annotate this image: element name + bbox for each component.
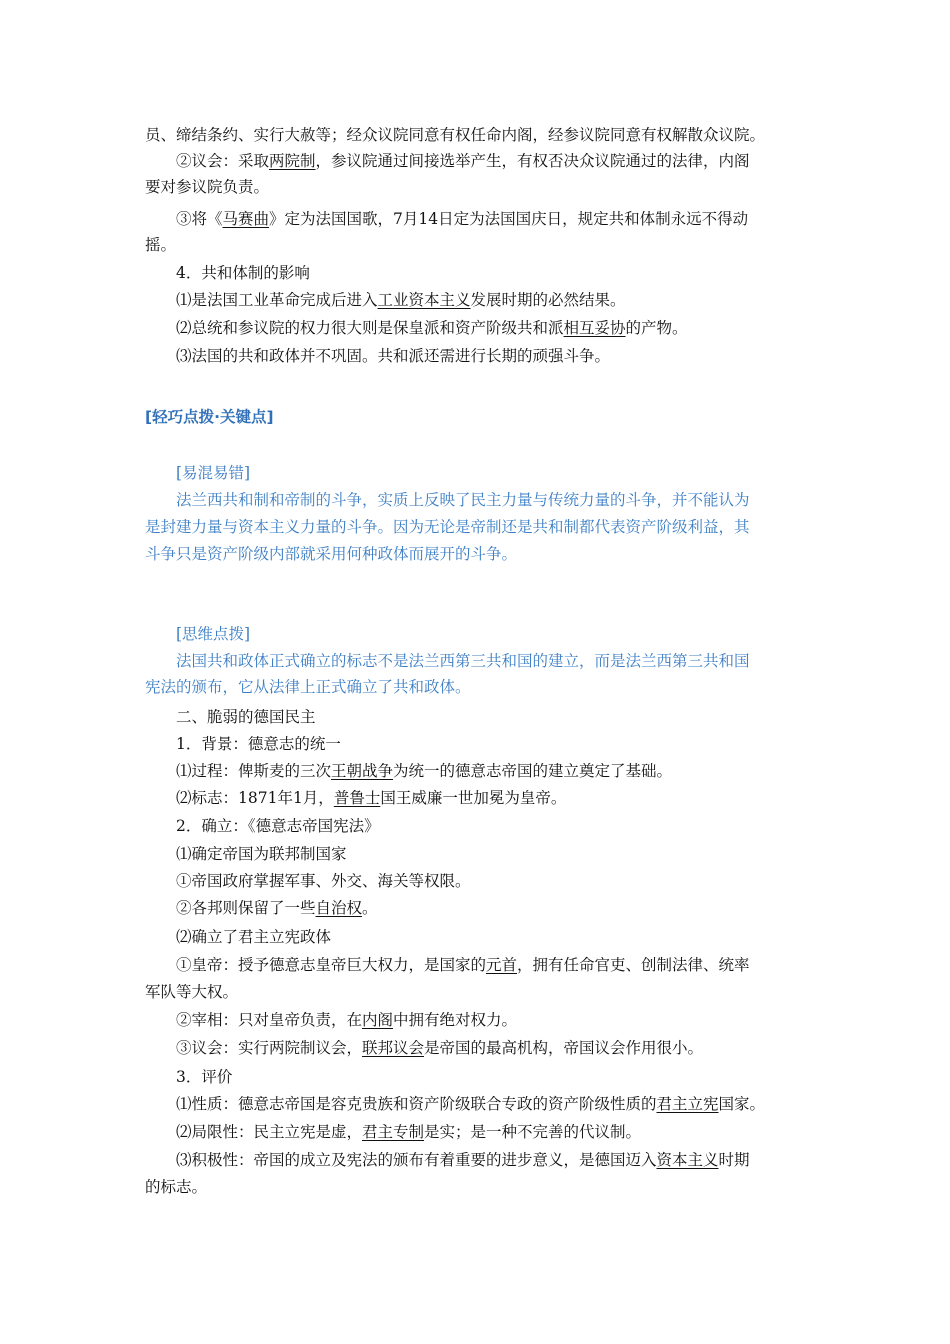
text-line: ③将《马赛曲》定为法国国歌，7月14日定为法国国庆日，规定共和体制永远不得动 bbox=[176, 210, 749, 228]
text-line: ②各邦则保留了一些自治权。 bbox=[176, 899, 378, 917]
tip-label: [思维点拨] bbox=[176, 625, 251, 643]
text-line: ⑶积极性：帝国的成立及宪法的颁布有着重要的进步意义，是德国迈入资本主义时期 bbox=[176, 1151, 750, 1169]
text-line: 的标志。 bbox=[145, 1178, 208, 1196]
text-line: 军队等大权。 bbox=[145, 983, 239, 1001]
tip-text: 斗争只是资产阶级内部就采用何种政体而展开的斗争。 bbox=[145, 545, 518, 563]
text-line: ⑵总统和参议院的权力很大则是保皇派和资产阶级共和派相互妥协的产物。 bbox=[176, 319, 688, 337]
tip-text: 法兰西共和制和帝制的斗争，实质上反映了民主力量与传统力量的斗争，并不能认为 bbox=[176, 491, 750, 509]
section-heading: [轻巧点拨·关键点] bbox=[145, 408, 274, 426]
section-subheading: 4．共和体制的影响 bbox=[176, 264, 310, 282]
text-line: ⑵标志：1871年1月，普鲁士国王威廉一世加冕为皇帝。 bbox=[176, 789, 567, 807]
section-subheading: 2．确立：《德意志帝国宪法》 bbox=[176, 817, 380, 835]
text-line: ⑵局限性：民主立宪是虚，君主专制是实；是一种不完善的代议制。 bbox=[176, 1123, 642, 1141]
text-line: ⑴性质：德意志帝国是容克贵族和资产阶级联合专政的资产阶级性质的君主立宪国家。 bbox=[176, 1095, 766, 1113]
tip-text: 法国共和政体正式确立的标志不是法兰西第三共和国的建立，而是法兰西第三共和国 bbox=[176, 652, 750, 670]
tip-text: 宪法的颁布，它从法律上正式确立了共和政体。 bbox=[145, 678, 471, 696]
section-heading-germany: 二、脆弱的德国民主 bbox=[176, 708, 316, 726]
tip-label: [易混易错] bbox=[176, 464, 251, 482]
text-line: ⑶法国的共和政体并不巩固。共和派还需进行长期的顽强斗争。 bbox=[176, 347, 611, 365]
text-line: ⑴确定帝国为联邦制国家 bbox=[176, 845, 347, 863]
text-line: ①帝国政府掌握军事、外交、海关等权限。 bbox=[176, 872, 471, 890]
tip-text: 是封建力量与资本主义力量的斗争。因为无论是帝制还是共和制都代表资产阶级利益，其 bbox=[145, 518, 750, 536]
text-line: ⑴是法国工业革命完成后进入工业资本主义发展时期的必然结果。 bbox=[176, 291, 626, 309]
text-line: ①皇帝：授予德意志皇帝巨大权力，是国家的元首，拥有任命官吏、创制法律、统率 bbox=[176, 956, 750, 974]
text-line: 要对参议院负责。 bbox=[145, 178, 270, 196]
text-line: ③议会：实行两院制议会，联邦议会是帝国的最高机构，帝国议会作用很小。 bbox=[176, 1039, 704, 1057]
text-line: ②宰相：只对皇帝负责，在内阁中拥有绝对权力。 bbox=[176, 1011, 518, 1029]
text-line: 员、缔结条约、实行大赦等；经众议院同意有权任命内阁，经参议院同意有权解散众议院。 bbox=[145, 126, 766, 144]
text-line: ②议会：采取两院制，参议院通过间接选举产生，有权否决众议院通过的法律，内阁 bbox=[176, 152, 750, 170]
text-line: ⑴过程：俾斯麦的三次王朝战争为统一的德意志帝国的建立奠定了基础。 bbox=[176, 762, 673, 780]
section-subheading: 3．评价 bbox=[176, 1068, 233, 1086]
text-line: ⑵确立了君主立宪政体 bbox=[176, 928, 332, 946]
text-line: 摇。 bbox=[145, 236, 177, 254]
section-subheading: 1．背景：德意志的统一 bbox=[176, 735, 341, 753]
